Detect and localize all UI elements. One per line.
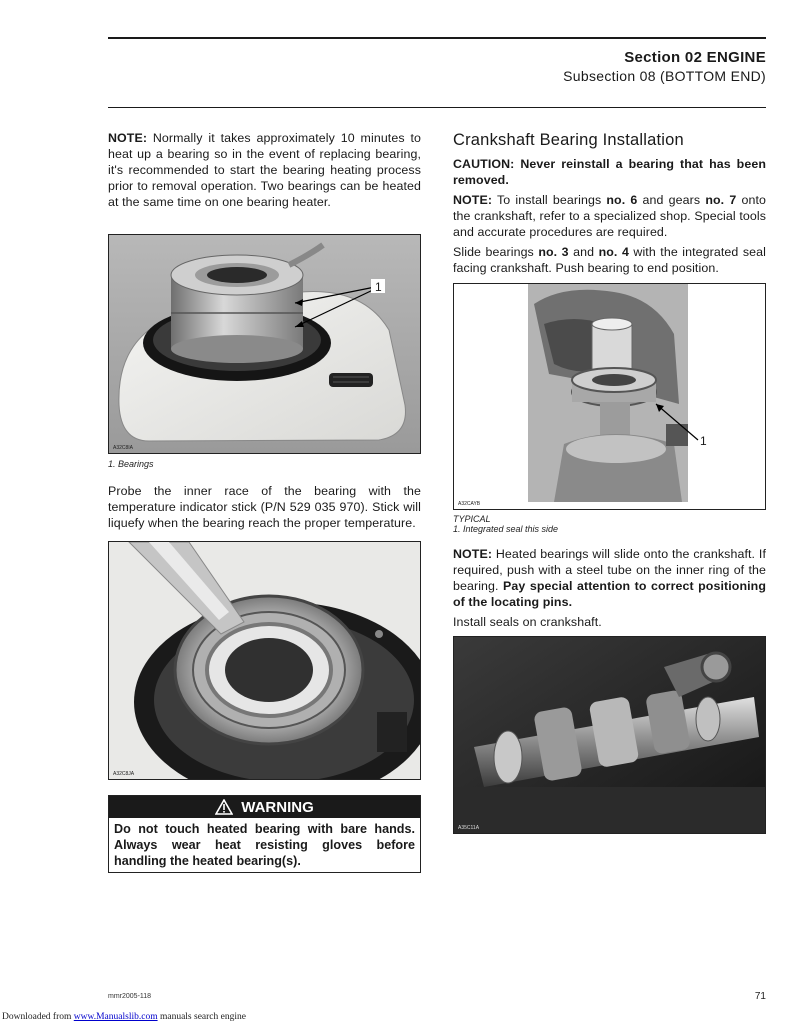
figure-integrated-seal xyxy=(453,283,766,510)
figure-caption: 1. Bearings xyxy=(108,459,154,469)
header-rule-top xyxy=(108,37,766,39)
page-number: 71 xyxy=(754,991,766,1002)
slide-bearings-paragraph xyxy=(453,244,766,276)
warning-title: WARNING xyxy=(241,798,314,816)
note-text: onto the crankshaft, refer to a specialized shop. Special tools and accurate procedures are required. xyxy=(453,193,766,239)
note-emphasis: Pay special attention to correct positioning of the locating pins. xyxy=(453,579,766,609)
document-code: mmr2005-118 xyxy=(108,993,152,1000)
caution-text: Never reinstall a bearing that has been removed. xyxy=(453,157,766,187)
note-heated-bearings xyxy=(453,546,766,610)
crankshaft-photo xyxy=(454,637,765,833)
figure-temperature-stick xyxy=(108,541,421,780)
slide-text: Slide bearings xyxy=(453,245,539,259)
figure-code: A32C8JA xyxy=(113,771,135,777)
crankshaft-bearing-heading: Crankshaft Bearing Installation xyxy=(453,131,684,149)
note-specialized-shop xyxy=(453,192,766,240)
warning-box xyxy=(108,795,421,873)
note-text: and gears xyxy=(637,193,706,207)
warning-triangle-icon xyxy=(215,799,233,815)
figure-caption: 1. Integrated seal this side xyxy=(453,524,559,534)
bearing-ref: no. 3 xyxy=(538,245,569,259)
bearing-ref: no. 4 xyxy=(598,245,629,259)
figure-bearings-on-heater xyxy=(108,234,421,454)
figure-code: A32CAYB xyxy=(458,501,481,507)
gear-ref: no. 7 xyxy=(705,193,737,207)
figure-code: A35C11A xyxy=(458,825,480,831)
left-column xyxy=(108,130,421,873)
callout-number: 1 xyxy=(375,280,382,294)
subsection-title: Subsection 08 (BOTTOM END) xyxy=(563,68,766,84)
note-text: Normally it takes approximately 10 minutes to heat up a bearing so in the event of replacing bearing, it's recommended to start the bearing heating process prior to removal operation. Two bearings can be heated at the same time on one bearing heater. xyxy=(108,131,421,209)
download-credit xyxy=(2,1012,246,1022)
slide-text: with the integrated seal facing crankshaft. Push bearing to end position. xyxy=(453,245,767,275)
callout-number: 1 xyxy=(700,434,707,448)
bearing-heater-photo xyxy=(109,235,420,453)
figure-crankshaft xyxy=(453,636,766,834)
probe-instructions: Probe the inner race of the bearing with the temperature indicator stick (P/N 529 035 970). Stick will liquefy when the bearing reach the proper temperature. xyxy=(108,484,421,530)
section-title: Section 02 ENGINE xyxy=(624,49,766,66)
caution-paragraph xyxy=(453,156,766,188)
warning-header xyxy=(109,796,420,818)
slide-text: and xyxy=(568,245,599,259)
bearing-ref: no. 6 xyxy=(606,193,638,207)
download-suffix: manuals search engine xyxy=(157,1012,246,1022)
right-column xyxy=(453,130,766,834)
note-label: NOTE: xyxy=(453,547,493,561)
download-prefix: Downloaded from xyxy=(2,1012,74,1022)
warning-text: Do not touch heated bearing with bare hands. Always wear heat resisting gloves before handling the heated bearing(s). xyxy=(114,822,415,868)
manualslib-link[interactable]: www.Manualslib.com xyxy=(73,1012,158,1022)
note-heating-time xyxy=(108,130,421,228)
note-label: NOTE: xyxy=(453,193,493,207)
figure-code: A32C8IA xyxy=(113,445,134,451)
header-rule-bottom xyxy=(108,107,766,108)
note-text: To install bearings xyxy=(492,193,607,207)
figure-typical-label: TYPICAL xyxy=(453,514,491,524)
seal-bearing-photo xyxy=(454,284,765,509)
note-text: Heated bearings will slide onto the crankshaft. If required, push with a steel tube on the inner ring of the bearing. xyxy=(453,547,766,593)
temperature-stick-photo xyxy=(109,542,420,779)
install-seals-text: Install seals on crankshaft. xyxy=(453,615,602,629)
note-label: NOTE: xyxy=(108,131,148,145)
caution-label: CAUTION: xyxy=(453,157,515,171)
